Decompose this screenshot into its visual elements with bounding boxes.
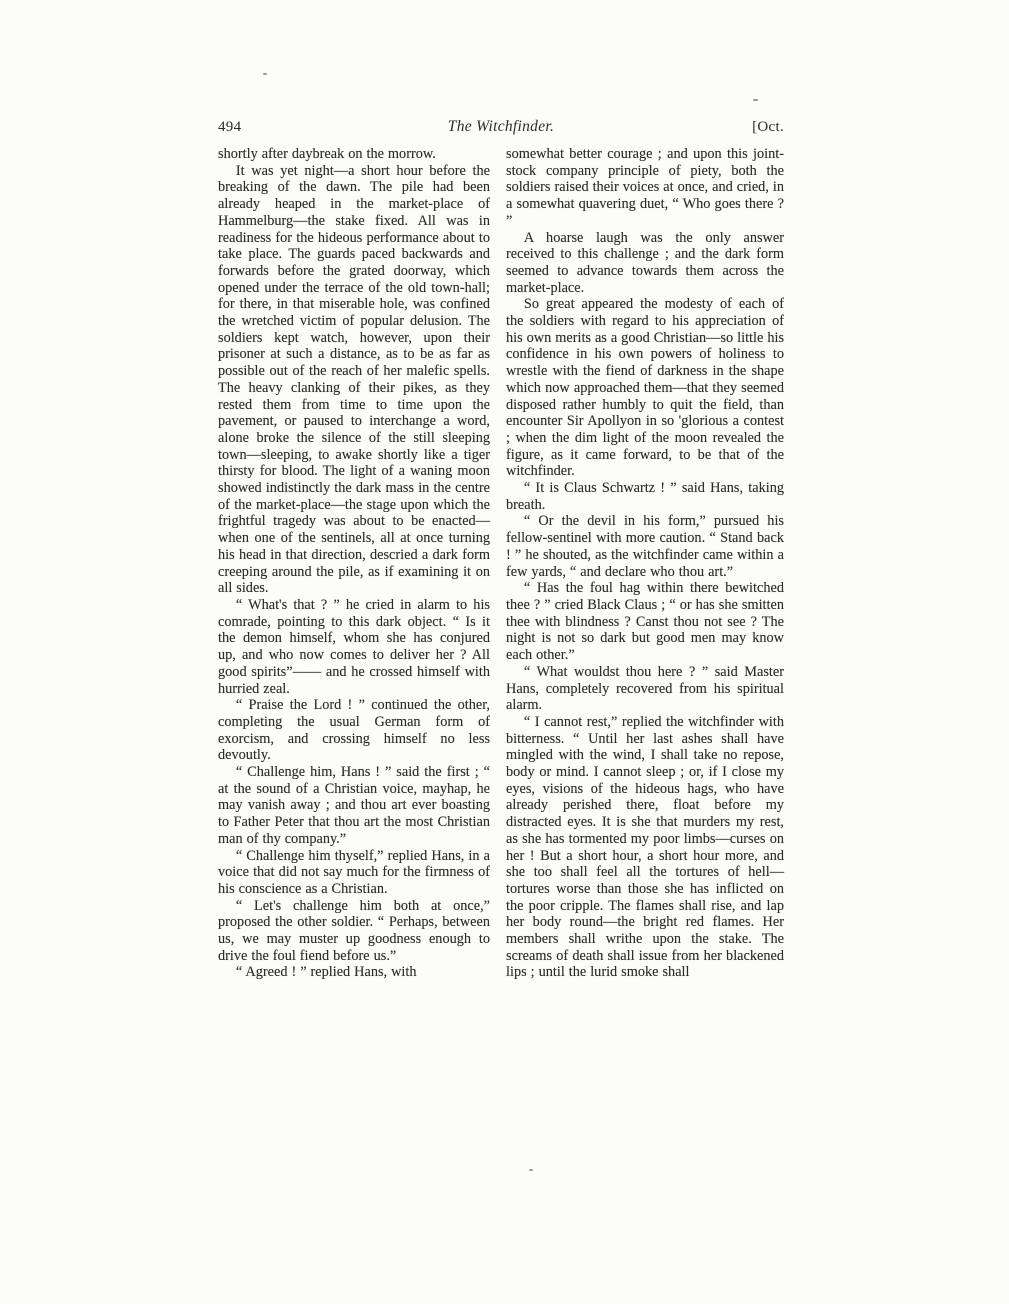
paragraph: “ Has the foul hag within there bewitched thee ? ” cried Black Claus ; “ or has she smitten thee with blindness ? Canst thou not see ? The night is not so dark but good men may know each other.” <box>506 580 784 664</box>
paragraph: “ What's that ? ” he cried in alarm to his comrade, pointing to this dark object. “ Is it the demon himself, whom she has conjured up, and who now comes to deliver her ? All good spirits”—— and he crossed himself with hurried zeal. <box>218 596 490 697</box>
paragraph: shortly after daybreak on the morrow. <box>218 146 436 162</box>
paragraph: “ Praise the Lord ! ” continued the other, completing the usual German form of exorcism, and crossing himself no less devoutly. <box>218 697 490 764</box>
right-column <box>506 146 784 981</box>
left-column <box>218 146 490 981</box>
paragraph: “ What wouldst thou here ? ” said Master Hans, completely recovered from his spiritual alarm. <box>506 663 784 714</box>
page-header <box>218 118 784 136</box>
paragraph: “ Challenge him thyself,” replied Hans, in a voice that did not say much for the firmness of his conscience as a Christian. <box>218 847 490 897</box>
date-marker: [Oct. <box>752 119 784 135</box>
paragraph: “ Challenge him, Hans ! ” said the first ; “ at the sound of a Christian voice, mayhap, he may vanish away ; and thou art ever boasting to Father Peter that thou art the most Christian man of thy company.” <box>218 764 490 847</box>
two-column-body <box>218 146 784 981</box>
paragraph: “ Or the devil in his form,” pursued his fellow-sentinel with more caution. “ Stand back ! ” he shouted, as the witchfinder came within a few yards, “ and declare who thou art.” <box>506 513 784 580</box>
paragraph: “ Let's challenge him both at once,” proposed the other soldier. “ Perhaps, between us, we may muster up goodness enough to drive the foul fiend before us.” <box>218 897 490 964</box>
scan-speck <box>753 99 758 101</box>
running-title: The Witchfinder. <box>447 118 555 135</box>
paragraph: It was yet night—a short hour before the breaking of the dawn. The pile had been already heaped in the market-place of Hammelburg—the stake fixed. All was in readiness for the hideous performance about to take place. The guards paced backwards and forwards before the grated doorway, which opened under the terrace of the old town-hall; for there, in that miserable hole, was confined the wretched victim of popular delusion. The soldiers kept watch, however, upon their prisoner at such a distance, as to be as far as possible out of the reach of her malefic spells. The heavy clanking of their pikes, as they rested them from time to time upon the pavement, or paused to interchange a word, alone broke the silence of the still sleeping town—sleeping, to awake shortly like a tiger thirsty for blood. The light of a waning moon showed indistinctly the dark mass in the centre of the market-place—the stage upon which the frightful tragedy was about to be enacted—when one of the sentinels, all at once turning his head in that direction, descried a dark form creeping around the pile, as if examining it on all sides. <box>218 162 490 597</box>
paragraph: “ It is Claus Schwartz ! ” said Hans, taking breath. <box>506 480 784 513</box>
paragraph: “ I cannot rest,” replied the witchfinder with bitterness. “ Until her last ashes shall have mingled with the wind, I shall take no repose, body or mind. I cannot sleep ; or, if I close my eyes, visions of the hideous hags, who have already perished there, float before my distracted eyes. It is she that murders my rest, as she has tormented my poor limbs—curses on her ! But a short hour, a short hour more, and she too shall feel all the tortures of hell—tortures worse than those she has inflicted on the poor cripple. The flames shall rise, and lap her body round—the bright red flames. Her members shall writhe upon the stake. The screams of death shall issue from her blackened lips ; until the lurid smoke shall <box>506 713 784 981</box>
text-block <box>218 118 784 981</box>
paragraph: somewhat better courage ; and upon this joint-stock company principle of piety, both the soldiers raised their voices at once, and cried, in a somewhat quavering duet, “ Who goes there ? ” <box>506 146 784 229</box>
paragraph: So great appeared the modesty of each of the soldiers with regard to his appreciation of his own merits as a good Christian—so little his confidence in his own powers of holiness to wrestle with the fiend of darkness in the shape which now approached them—that they seemed disposed rather humbly to quit the field, than encounter Sir Apollyon in so 'glorious a contest ; when the dim light of the moon revealed the figure, as it came forward, to be that of the witchfinder. <box>506 296 785 480</box>
scan-speck <box>529 1169 533 1171</box>
paragraph: A hoarse laugh was the only answer received to this challenge ; and the dark form seemed to advance towards them across the market-place. <box>506 229 784 296</box>
page-number: 494 <box>218 119 242 135</box>
paragraph: “ Agreed ! ” replied Hans, with <box>235 964 417 981</box>
scan-speck <box>263 73 267 75</box>
